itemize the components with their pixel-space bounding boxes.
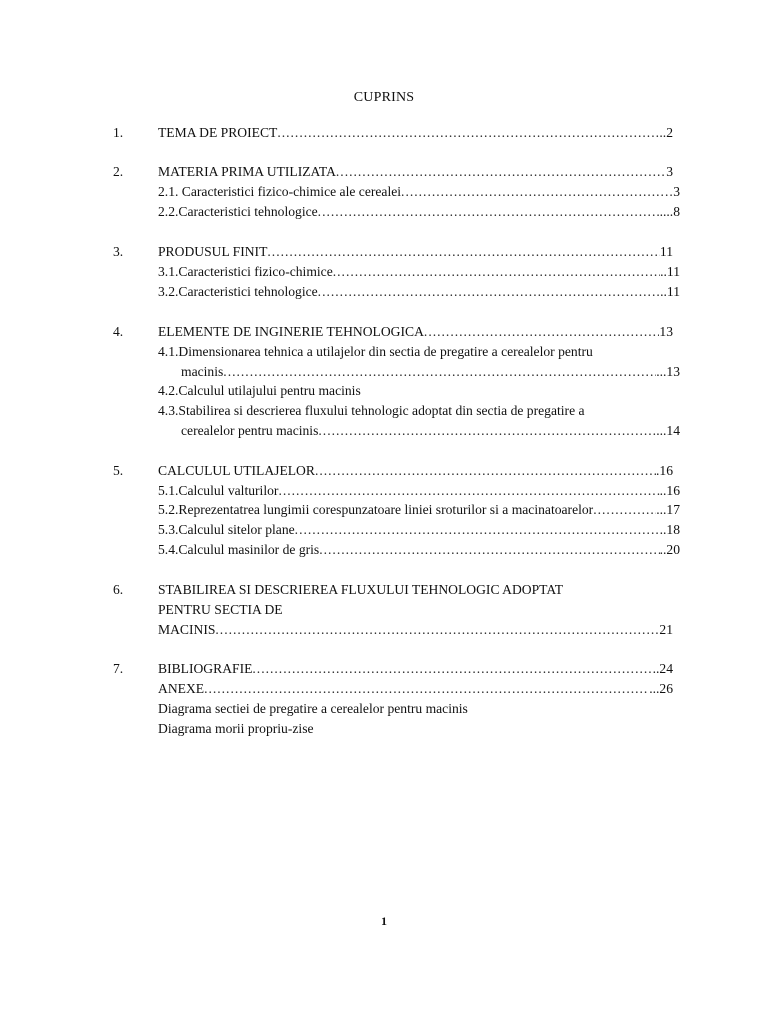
- toc-subentry: [158, 540, 680, 560]
- toc-page-number: ..16: [659, 483, 680, 498]
- section-number: 3.: [113, 244, 124, 259]
- toc-entry-bibliografie: [158, 659, 673, 679]
- toc-entry-label: BIBLIOGRAFIE: [158, 661, 253, 676]
- toc-entry-calculul-utilajelor: [158, 461, 673, 481]
- toc-page-number: 21: [659, 622, 673, 637]
- toc-subentry-label: macinis: [181, 364, 224, 379]
- toc-page-number: ..20: [659, 542, 680, 557]
- toc-subentry-label: 5.3.Calculul sitelor plane: [158, 522, 295, 537]
- toc-entry-label: ANEXE: [158, 681, 205, 696]
- toc-subentry: [158, 481, 680, 501]
- section-number: 4.: [113, 324, 124, 339]
- section-number: 2.: [113, 164, 124, 179]
- page-title: CUPRINS: [353, 90, 415, 105]
- toc-subentry-label: 5.2.Reprezentatrea lungimii corespunzatoare liniei sroturilor si a macinatoarelor: [158, 502, 594, 517]
- toc-page-number: ....8: [659, 204, 680, 219]
- section-number: 7.: [113, 661, 124, 676]
- toc-page-number: ..11: [660, 264, 680, 279]
- dot-leader: [204, 679, 649, 699]
- dot-leader: [278, 481, 659, 501]
- toc-subentry: [158, 282, 680, 302]
- toc-subentry: [158, 500, 680, 520]
- toc-entry-label: MATERIA PRIMA UTILIZATA: [158, 164, 336, 179]
- toc-entry-produsul-finit: [158, 242, 673, 262]
- toc-page-number: ...26: [649, 681, 673, 696]
- toc-subentry-continuation: [181, 362, 680, 382]
- toc-entry-anexe: [158, 679, 673, 699]
- toc-subentry-label: 2.2.Caracteristici tehnologice: [158, 204, 318, 219]
- section-number: 5.: [113, 463, 124, 478]
- dot-leader: [336, 162, 666, 182]
- toc-subentry: [158, 262, 680, 282]
- dot-leader: [318, 202, 660, 222]
- dot-leader: [267, 242, 660, 262]
- dot-leader: [277, 123, 659, 143]
- dot-leader: [318, 421, 656, 441]
- toc-entry-label: MACINIS: [158, 622, 216, 637]
- toc-entry-materia-prima: [158, 162, 673, 182]
- dot-leader: [315, 461, 656, 481]
- toc-subentry: [158, 182, 680, 202]
- annex-item: Diagrama sectiei de pregatire a cerealelor pentru macinis: [158, 701, 468, 716]
- dot-leader: [424, 322, 659, 342]
- page-number: 1: [381, 914, 387, 928]
- toc-subentry-label: 3.1.Caracteristici fizico-chimice: [158, 264, 333, 279]
- toc-subentry: 4.2.Calculul utilajului pentru macinis: [158, 383, 361, 398]
- toc-subentry: 4.1.Dimensionarea tehnica a utilajelor din sectia de pregatire a cerealelor pentru: [158, 344, 593, 359]
- toc-page-number: 11: [659, 244, 673, 259]
- toc-subentry-label: cerealelor pentru macinis: [181, 423, 319, 438]
- toc-entry-continuation: PENTRU SECTIA DE: [158, 602, 283, 617]
- toc-page-number: 3: [673, 184, 680, 199]
- toc-subentry: 4.3.Stabilirea si descrierea fluxului tehnologic adoptat din sectia de pregatire a: [158, 403, 585, 418]
- toc-subentry: [158, 520, 680, 540]
- dot-leader: [333, 262, 660, 282]
- toc-entry-continuation: [158, 620, 673, 640]
- toc-subentry-label: 5.4.Calculul masinilor de gris: [158, 542, 320, 557]
- toc-entry-label: ELEMENTE DE INGINERIE TEHNOLOGICA: [158, 324, 424, 339]
- toc-page-number: ..24: [652, 661, 673, 676]
- toc-subentry: [158, 202, 680, 222]
- toc-page-number: ..2: [659, 125, 673, 140]
- toc-subentry-continuation: [181, 421, 680, 441]
- toc-entry-tema-de-proiect: [158, 123, 673, 143]
- toc-entry-stabilirea-fluxului: STABILIREA SI DESCRIEREA FLUXULUI TEHNOLOGIC ADOPTAT: [158, 582, 564, 597]
- dot-leader: [318, 282, 660, 302]
- toc-entry-label: TEMA DE PROIECT: [158, 125, 278, 140]
- dot-leader: [215, 620, 659, 640]
- toc-entry-label: PRODUSUL FINIT: [158, 244, 268, 259]
- dot-leader: [319, 540, 659, 560]
- section-number: 1.: [113, 125, 124, 140]
- toc-page-number: ...13: [656, 364, 680, 379]
- toc-page-number: ...17: [656, 502, 680, 517]
- toc-page-number: ..18: [659, 522, 680, 537]
- annex-item: Diagrama morii propriu-zise: [158, 721, 314, 736]
- toc-entry-elemente-inginerie: [158, 322, 673, 342]
- toc-page-number: .16: [656, 463, 673, 478]
- toc-page-number: ..11: [660, 284, 680, 299]
- toc-page-number: 13: [659, 324, 673, 339]
- dot-leader: [252, 659, 652, 679]
- dot-leader: [223, 362, 656, 382]
- section-number: 6.: [113, 582, 124, 597]
- toc-subentry-label: 3.2.Caracteristici tehnologice: [158, 284, 318, 299]
- toc-page-number: ...14: [656, 423, 680, 438]
- toc-subentry-label: 5.1.Calculul valturilor: [158, 483, 279, 498]
- dot-leader: [401, 182, 673, 202]
- toc-page-number: 3: [666, 164, 673, 179]
- dot-leader: [593, 500, 656, 520]
- dot-leader: [295, 520, 660, 540]
- toc-entry-label: CALCULUL UTILAJELOR: [158, 463, 315, 478]
- toc-subentry-label: 2.1. Caracteristici fizico-chimice ale cerealei: [158, 184, 402, 199]
